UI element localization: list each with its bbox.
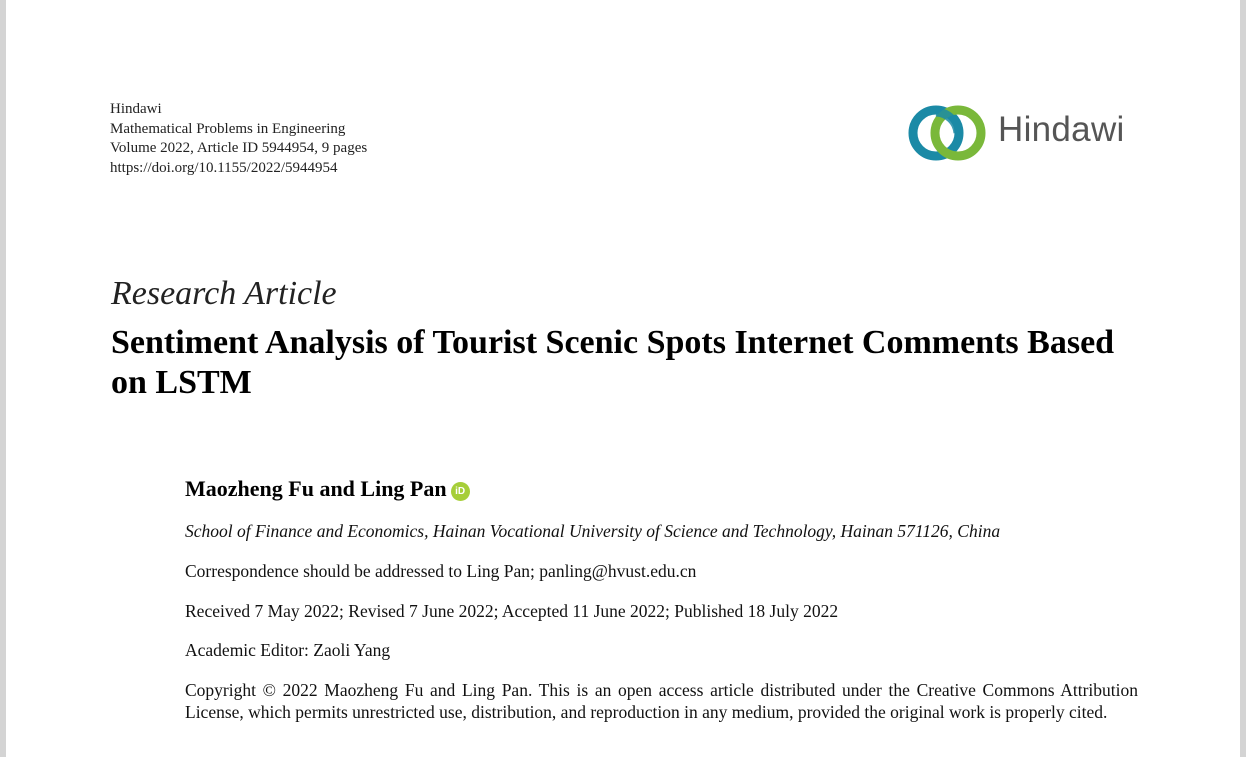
journal-name: Mathematical Problems in Engineering [110, 120, 346, 137]
hindawi-rings-icon [906, 100, 996, 168]
doi-link[interactable]: https://doi.org/10.1155/2022/5944954 [110, 159, 338, 176]
article-title: Sentiment Analysis of Tourist Scenic Spots Internet Comments Based on LSTM [111, 324, 1115, 401]
article-type: Research Article [111, 275, 337, 312]
hindawi-wordmark: Hindawi [998, 110, 1125, 149]
publication-dates: Received 7 May 2022; Revised 7 June 2022; Accepted 11 June 2022; Published 18 July 2022 [185, 601, 839, 621]
volume-info: Volume 2022, Article ID 5944954, 9 pages [110, 140, 368, 157]
affiliation: School of Finance and Economics, Hainan Vocational University of Science and Technology, Hainan 571126, China [185, 521, 1001, 541]
publisher-name: Hindawi [110, 101, 162, 117]
orcid-icon[interactable]: iD [451, 482, 470, 501]
viewer-background-right [1240, 0, 1246, 757]
correspondence: Correspondence should be addressed to Ling Pan; panling@hvust.edu.cn [185, 561, 697, 581]
copyright-notice: Copyright © 2022 Maozheng Fu and Ling Pan. This is an open access article distributed under the Creative Commons Attribution License, which permits unrestricted use, distribution, and reproduction in any medium, provided the original work is properly cited. [185, 680, 1138, 722]
author-line [185, 476, 470, 502]
authors: Maozheng Fu and Ling Pan [185, 476, 447, 501]
academic-editor: Academic Editor: Zaoli Yang [185, 640, 391, 660]
document-page [6, 0, 1240, 757]
hindawi-logo [906, 100, 1146, 168]
journal-metadata [110, 100, 367, 178]
